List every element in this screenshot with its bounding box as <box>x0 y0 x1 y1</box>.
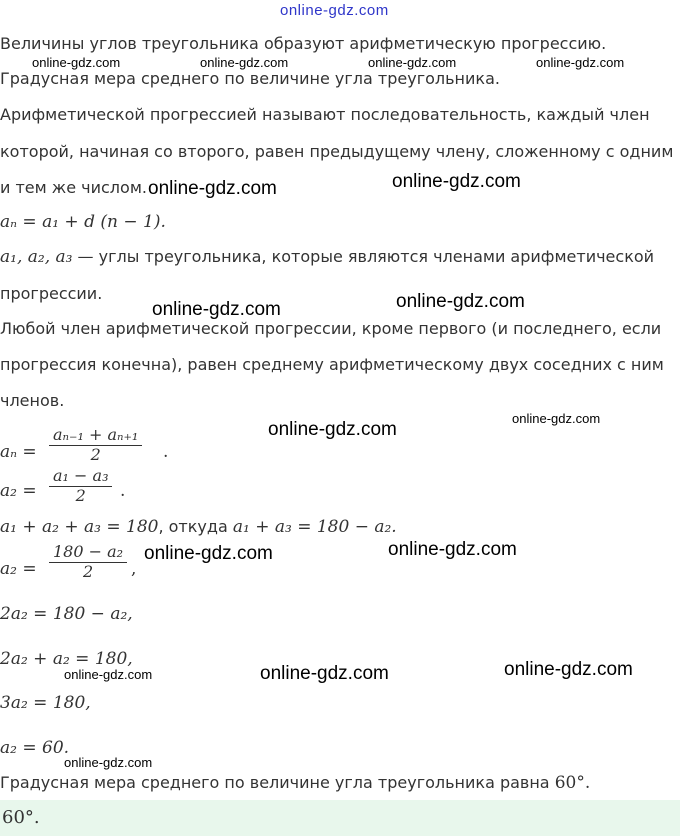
watermark: online-gdz.com <box>260 663 389 684</box>
conclusion-words: Градусная мера среднего по величине угла треугольника равна <box>0 773 555 792</box>
watermark: online-gdz.com <box>368 55 457 70</box>
formula-a2-lhs: a₂ = <box>0 481 37 501</box>
angles-math: a₁, a₂, a₃ <box>0 247 73 267</box>
definition-line-1: Арифметической прогрессией называют последовательность, каждый член <box>0 105 650 124</box>
formula-mean-lhs: aₙ = <box>0 442 37 462</box>
watermark: online-gdz.com <box>512 411 601 426</box>
formula-sum <box>0 516 397 538</box>
formula-step-3: 3a₂ = 180, <box>0 693 91 713</box>
formula-general-term: aₙ = a₁ + d (n − 1). <box>0 212 166 232</box>
sum-math-2: a₁ + a₃ = 180 − a₂. <box>232 517 397 537</box>
fraction-numerator: aₙ₋₁ + aₙ₊₁ <box>49 425 142 446</box>
conclusion-text <box>0 772 590 794</box>
fraction-numerator: a₁ − a₃ <box>49 466 112 487</box>
definition-line-2: которой, начиная со второго, равен предыдущему члену, сложенному с одним <box>0 142 674 161</box>
fraction-numerator: 180 − a₂ <box>49 542 127 563</box>
property-line-3: членов. <box>0 391 65 410</box>
angles-statement-cont: прогрессии. <box>0 284 103 303</box>
watermark: online-gdz.com <box>268 419 397 440</box>
sum-math: a₁ + a₂ + a₃ = 180 <box>0 517 159 537</box>
formula-step-1: 2a₂ = 180 − a₂, <box>0 604 133 624</box>
watermark: online-gdz.com <box>392 171 521 192</box>
watermark: online-gdz.com <box>144 543 273 564</box>
formula-mean-end: . <box>163 442 169 462</box>
watermark: online-gdz.com <box>504 659 633 680</box>
fraction-denominator: 2 <box>82 562 94 581</box>
answer-box <box>0 800 680 836</box>
formula-step-4: a₂ = 60. <box>0 738 70 758</box>
watermark: online-gdz.com <box>32 55 121 70</box>
formula-sub-end: , <box>131 559 137 579</box>
question-text: Градусная мера среднего по величине угла треугольника. <box>0 69 500 88</box>
watermark: online-gdz.com <box>536 55 625 70</box>
fraction-denominator: 2 <box>75 486 86 505</box>
formula-sub-fraction <box>49 542 127 581</box>
formula-step-2: 2a₂ + a₂ = 180, <box>0 649 133 669</box>
watermark: online-gdz.com <box>148 178 277 199</box>
problem-statement: Величины углов треугольника образуют арифметическую прогрессию. <box>0 34 607 53</box>
property-line-2: прогрессия конечна), равен среднему арифметическому двух соседних с ним <box>0 355 664 374</box>
watermark: online-gdz.com <box>396 291 525 312</box>
formula-a2-fraction <box>49 466 112 505</box>
site-header-link[interactable]: online-gdz.com <box>280 2 389 19</box>
formula-sub-lhs: a₂ = <box>0 559 37 579</box>
definition-line-3: и тем же числом. <box>0 178 147 197</box>
formula-mean-fraction <box>49 425 142 464</box>
conclusion-math: 60°. <box>554 773 591 793</box>
formula-a2-end: . <box>120 481 126 501</box>
answer-value: 60°. <box>2 807 40 828</box>
watermark: online-gdz.com <box>64 667 153 682</box>
watermark: online-gdz.com <box>64 755 153 770</box>
watermark: online-gdz.com <box>152 299 281 320</box>
watermark: online-gdz.com <box>388 539 517 560</box>
angles-statement <box>0 246 654 268</box>
sum-text: , откуда <box>158 517 233 536</box>
property-line-1: Любой член арифметической прогрессии, кроме первого (и последнего, если <box>0 319 662 338</box>
angles-text: — углы треугольника, которые являются членами арифметической <box>72 247 655 266</box>
fraction-denominator: 2 <box>90 445 101 464</box>
watermark: online-gdz.com <box>200 55 289 70</box>
